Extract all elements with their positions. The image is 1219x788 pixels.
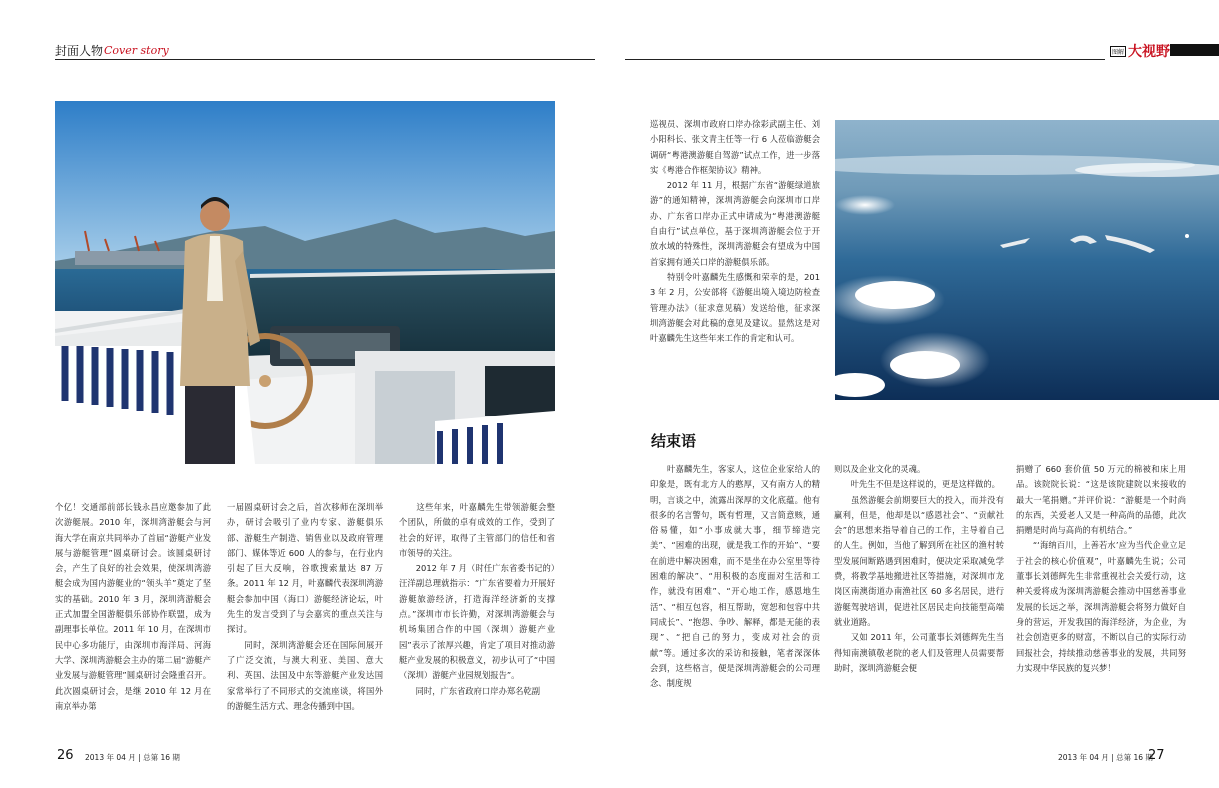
right-column-3: 捐赠了 660 套价值 50 万元的棉被和床上用品。该院院长说：“这是该院建院以来接收的最大一笔捐赠。”并评价说：“游艇是一个时尚的东西，关爱老人又是一种高尚的品德，此次捐赠是时尚与高尚的有机结合。” “‘海纳百川，上善若水’应为当代企业立足于社会的核心价值观”，叶嘉麟先生说；公司董事长刘德辉先生非常重视社会关爱行动，这种关爱将成为深圳湾游艇会推动中国慈善事业发展的长远之举，深圳湾游艇会将努力做好自身的营运，开发我国的海洋经济，为企业，为社会创造更多的财富，不断以自己的实际行动回报社会，持续推动慈善事业的发展，共同努力实现中华民族的复兴梦！ [1016, 464, 1186, 673]
section-title-en: Cover story [104, 44, 169, 57]
section-heading-conclusion: 结束语 [651, 432, 697, 450]
header-rule-right [625, 59, 1105, 60]
issue-info-right: 2013 年 04 月 | 总第 16 期 [1058, 753, 1153, 762]
page-number-right: 27 [1148, 748, 1165, 763]
cover-photo-yacht-helm [55, 101, 555, 464]
left-column-1: 个亿！交通部前部长钱永昌应邀参加了此次游艇展。2010 年，深圳湾游艇会与河海大学在南京共同举办了首届“游艇产业发展与游艇管理”圆桌研讨会。该圆桌研讨会，产生了良好的社会效果，使深圳湾游艇会成为国内游艇业的“领头羊”奠定了坚实的基础。2010 年 3 月，深圳湾游艇会正式加盟全国游艇俱乐部协作联盟，成为副理事长单位。2011 年 10 月，在深圳市民中心多功能厅，由深圳市海洋局、河海大学、深圳湾游艇会主办的第二届“游艇产业发展与游艇管理”圆桌研讨会隆重召开。此次圆桌研讨会，是继 2010 年 12 月在南京举办第 [55, 502, 211, 711]
header-rule-left [55, 59, 595, 60]
logo-text: 大视野 [1128, 44, 1171, 60]
right-column-1: 叶嘉麟先生，客家人，这位企业家给人的印象是，既有北方人的憨厚，又有南方人的精明，言谈之中，流露出深厚的文化底蕴。他有很多的名言警句，既有哲理，又言简意赅，通俗易懂，如“小事成就大事，细节缔造完美”、“困难的出现，就是我工作的开始”、“要在前进中解决困难，而不是坐在办公室里等待困难的解决”、“用积极的态度面对生活和工作，就没有困难”、“开心地工作，感恩地生活”、“相互包容，相互帮助，宽恕和包容中共同成长”、“抱怨、争吵、解释，都是无能的表现”、“把自己的努力，变成对社会的贡献”等。通过多次的采访和接触，笔者深深体会到，这些格言，便是深圳湾游艇会的公司理念、制度规 [650, 464, 820, 689]
right-top-column: 巡视员、深圳市政府口岸办徐彩武副主任、刘小阳科长、张文青主任等一行 6 人莅临游艇会调研“粤港澳游艇自驾游”试点工作，进一步落实《粤港合作框架协议》精神。 2012 年 11 月，根据广东省“游艇绿道旅游”的通知精神，深圳湾游艇会向深圳市口岸办、广东省口岸办正式申请成为“粤港澳游艇自由行”试点单位，基于深圳湾游艇会位于开放水域的特殊性，深圳湾游艇会有望成为中国首家拥有通关口岸的游艇俱乐部。 特别令叶嘉麟先生感慨和荣幸的是，2013 年 2 月，公安部将《游艇出境入境边防检查管理办法》（征求意见稿）发送给他，征求深圳湾游艇会对此稿的意见及建议。显然这是对叶嘉麟先生这些年来工作的肯定和认可。 [650, 119, 820, 344]
left-column-2: 一届圆桌研讨会之后，首次移师在深圳举办，研讨会吸引了业内专家、游艇俱乐部、游艇生产制造、销售业以及政府管理部门、媒体等近 600 人的参与，在行业内引起了巨大反响，谷歌搜索量达 87 万条。2011 年 12 月，叶嘉麟代表深圳湾游艇会参加中国（海口）游艇经济论坛，叶先生的发言受到了与会嘉宾的重点关注与探讨。 同时，深圳湾游艇会还在国际间展开了广泛交流，与澳大利亚、美国、意大利、英国、法国及中东等游艇产业发达国家常举行了不同形式的交流座谈，将国外的游艇生活方式、理念传播到中国。 [227, 502, 383, 711]
aerial-sea-clouds-photo [835, 120, 1219, 400]
logo-bar [1170, 44, 1219, 56]
logo-prefix: 图解 [1110, 46, 1126, 57]
section-title-cn: 封面人物 [55, 44, 104, 58]
right-column-2: 则以及企业文化的灵魂。 叶先生不但是这样说的，更是这样做的。 虽然游艇会前期要巨大的投入，而并没有赢利，但是，他却是以“感恩社会”、“贡献社会”的思想来指导着自己的工作，主导着自己的人生。例如，当他了解到所在社区的渔村转型发展间断路遇到困难时，便决定采取减免学费，将教学基地搬进社区等措施，对深圳市龙岗区南澳街道办南渔社区 60 多名居民，进行游艇驾驶培训，促进社区居民走向技能型高端就业道路。 又如 2011 年，公司董事长刘德辉先生当得知南澳镇敬老院的老人们及管理人员需要帮助时，深圳湾游艇会便 [834, 464, 1004, 673]
page-number-left: 26 [57, 748, 74, 763]
left-column-3: 这些年来，叶嘉麟先生带领游艇会整个团队，所做的卓有成效的工作，受到了社会的好评，取得了主管部门的信任和省市领导的关注。 2012 年 7 月（时任广东省委书记的）汪洋副总理就指示：“广东省要着力开展好游艇旅游经济，打造海洋经济新的支撑点。”深圳市市长许勤，对深圳湾游艇会与机场集团合作的中国（深圳）游艇产业园”表示了浓厚兴趣，肯定了项目对推动游艇产业发展的积极意义，初步认可了“中国（深圳）游艇产业园规划报告”。 同时，广东省政府口岸办郑名乾副 [399, 502, 555, 696]
issue-info-left: 2013 年 04 月 | 总第 16 期 [85, 753, 180, 762]
magazine-logo [1110, 41, 1170, 61]
